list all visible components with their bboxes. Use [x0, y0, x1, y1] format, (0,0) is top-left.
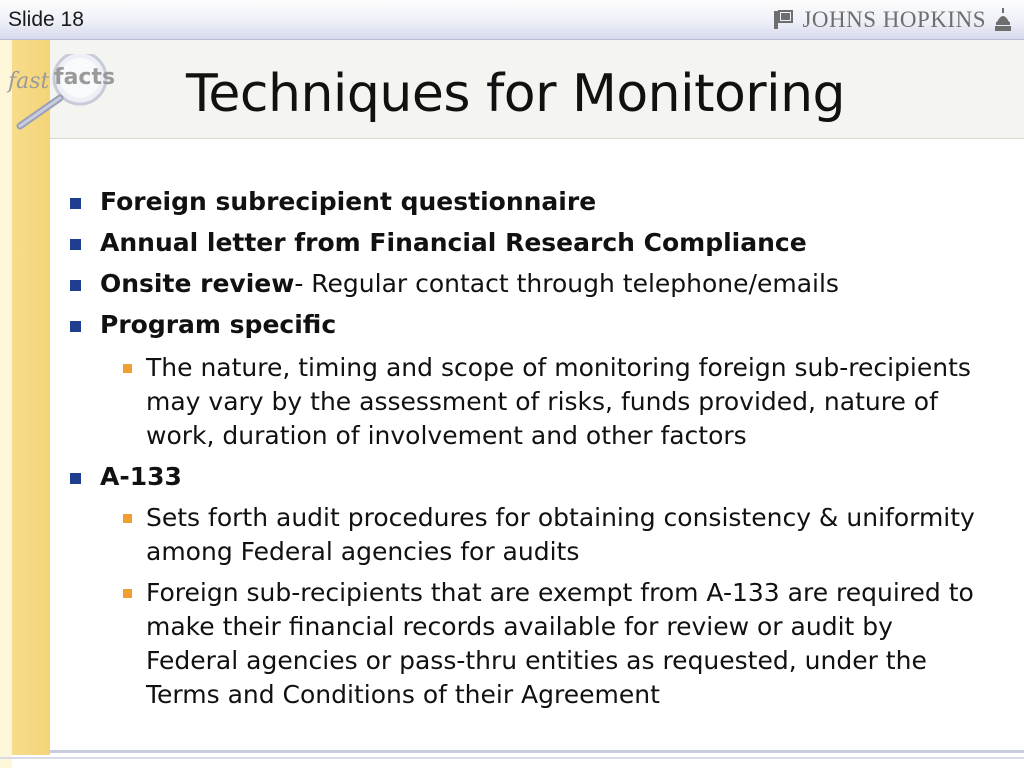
logo-word-facts: facts — [54, 65, 116, 90]
sub-bullet-item: The nature, timing and scope of monitoring foreign sub-recipients may vary by the assessment of risks, funds provided, nature of work, duration of involvement and other factors — [146, 353, 971, 450]
dome-building-icon — [994, 8, 1012, 32]
sub-bullet-square — [123, 364, 132, 373]
bullet-item — [100, 269, 839, 299]
bullet-square — [70, 473, 81, 484]
brand-name: JOHNS HOPKINS — [802, 7, 986, 32]
bullet-square — [70, 321, 81, 332]
bullet-text: Foreign subrecipient questionnaire — [100, 187, 597, 216]
bullet-text-bold: Onsite review — [100, 269, 295, 298]
bullet-square — [70, 280, 81, 291]
bullet-item — [100, 187, 596, 217]
sub-bullet-item: Foreign sub-recipients that are exempt from A-133 are required to make their financial records available for review or audit by Federal agencies or pass-thru entities as requested, under the Terms and Conditions of their Agreement — [146, 578, 974, 709]
bottom-divider — [50, 750, 1024, 753]
left-stripe-outer — [0, 40, 12, 768]
bullet-item — [100, 310, 336, 340]
slide-header-bar — [0, 0, 1024, 40]
bullet-square — [70, 239, 81, 250]
left-stripe — [12, 40, 50, 755]
bullet-item — [100, 228, 807, 258]
sub-bullet-square — [123, 514, 132, 523]
slide-title: Techniques for Monitoring — [186, 64, 846, 124]
bullet-item — [100, 462, 182, 492]
slide-number: Slide 18 — [8, 8, 84, 31]
bullet-text: Program specific — [100, 310, 337, 339]
sub-bullet-square — [123, 589, 132, 598]
bullet-text: A-133 — [100, 462, 182, 491]
flag-icon — [772, 9, 794, 31]
brand-logo — [772, 6, 1012, 34]
bullet-text: Annual letter from Financial Research Compliance — [100, 228, 807, 257]
bottom-divider-secondary — [0, 757, 1024, 759]
bullet-square — [70, 198, 81, 209]
fast-facts-logo — [4, 54, 116, 136]
logo-word-fast: fast — [8, 69, 50, 94]
sub-bullet-item: Sets forth audit procedures for obtaining consistency & uniformity among Federal agencies for audits — [146, 503, 975, 566]
bullet-text-rest: - Regular contact through telephone/emails — [294, 269, 839, 298]
